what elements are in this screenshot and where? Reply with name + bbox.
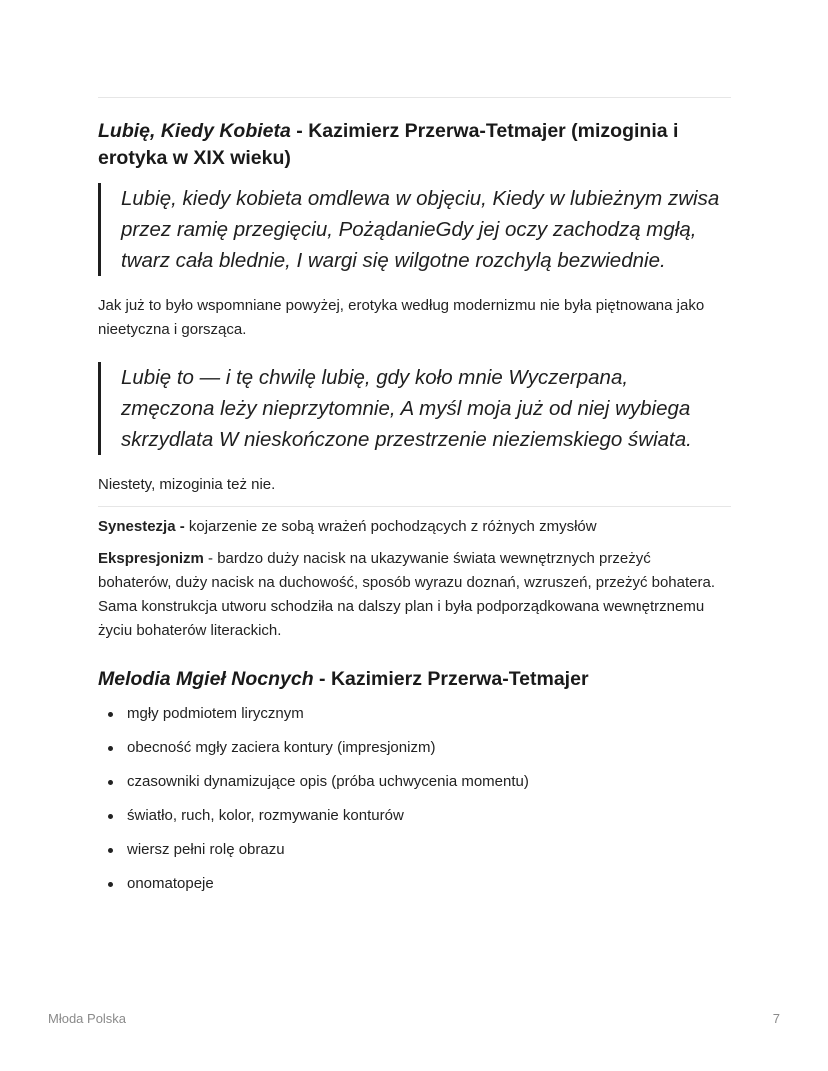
heading-title-italic: Lubię, Kiedy Kobieta	[98, 120, 291, 142]
definition-ekspresjonizm	[98, 547, 728, 643]
blockquote-1: Lubię, kiedy kobieta omdlewa w objęciu, Kiedy w lubieżnym zwisa przez ramię przegięciu, PożądanieGdy jej oczy zachodzą mgłą, twarz cała blednie, I wargi się wilgotne rozchylą bezwiednie.	[98, 183, 721, 276]
list-item: czasowniki dynamizujące opis (próba uchwycenia momentu)	[127, 770, 731, 794]
section-lubie-kiedy-kobieta	[98, 118, 731, 906]
blockquote-2: Lubię to — i tę chwilę lubię, gdy koło mnie Wyczerpana, zmęczona leży nieprzytomnie, A myśl moja już od niej wybiega skrzydlata W nieskończone przestrzenie nieziemskiego świata.	[98, 362, 721, 455]
section-heading-lubie	[98, 118, 731, 172]
footer-document-title: Młoda Polska	[48, 1011, 127, 1026]
definition-synestezja	[98, 515, 731, 539]
definition-synestezja-text: kojarzenie ze sobą wrażeń pochodzących z różnych zmysłów	[184, 518, 597, 535]
list-item: onomatopeje	[127, 872, 731, 896]
list-item: światło, ruch, kolor, rozmywanie konturów	[127, 804, 731, 828]
section-heading-melodia	[98, 666, 731, 693]
term-synestezja: Synestezja -	[98, 518, 185, 535]
top-divider	[98, 97, 731, 98]
heading-title-rest: - Kazimierz Przerwa-Tetmajer (mizoginia i erotyka w XIX wieku)	[98, 120, 679, 169]
paragraph-mizoginia: Niestety, mizoginia też nie.	[98, 476, 276, 493]
list-item: mgły podmiotem lirycznym	[127, 702, 731, 726]
term-ekspresjonizm: Ekspresjonizm	[98, 550, 204, 567]
definition-ekspresjonizm-text: - bardzo duży nacisk na ukazywanie świata wewnętrznych przeżyć bohaterów, duży nacisk na duchowość, sposób wyrazu doznań, wzruszeń, przeżyć bohatera. Sama konstrukcja utworu schodziła na dalszy plan i była podporządkowana wewnętrznemu życiu bohaterów literackich.	[98, 550, 716, 639]
heading2-title-rest: - Kazimierz Przerwa-Tetmajer	[313, 668, 589, 690]
footer-page-number: 7	[772, 1011, 780, 1026]
list-item: obecność mgły zaciera kontury (impresjonizm)	[127, 736, 731, 760]
heading2-title-italic: Melodia Mgieł Nocnych	[98, 668, 314, 690]
paragraph-erotyka: Jak już to było wspomniane powyżej, erotyka według modernizmu nie była piętnowana jako nieetyczna i gorsząca.	[98, 297, 705, 338]
list-item: wiersz pełni rolę obrazu	[127, 838, 731, 862]
middle-divider	[98, 506, 731, 507]
bullet-list-melodia	[98, 702, 731, 896]
